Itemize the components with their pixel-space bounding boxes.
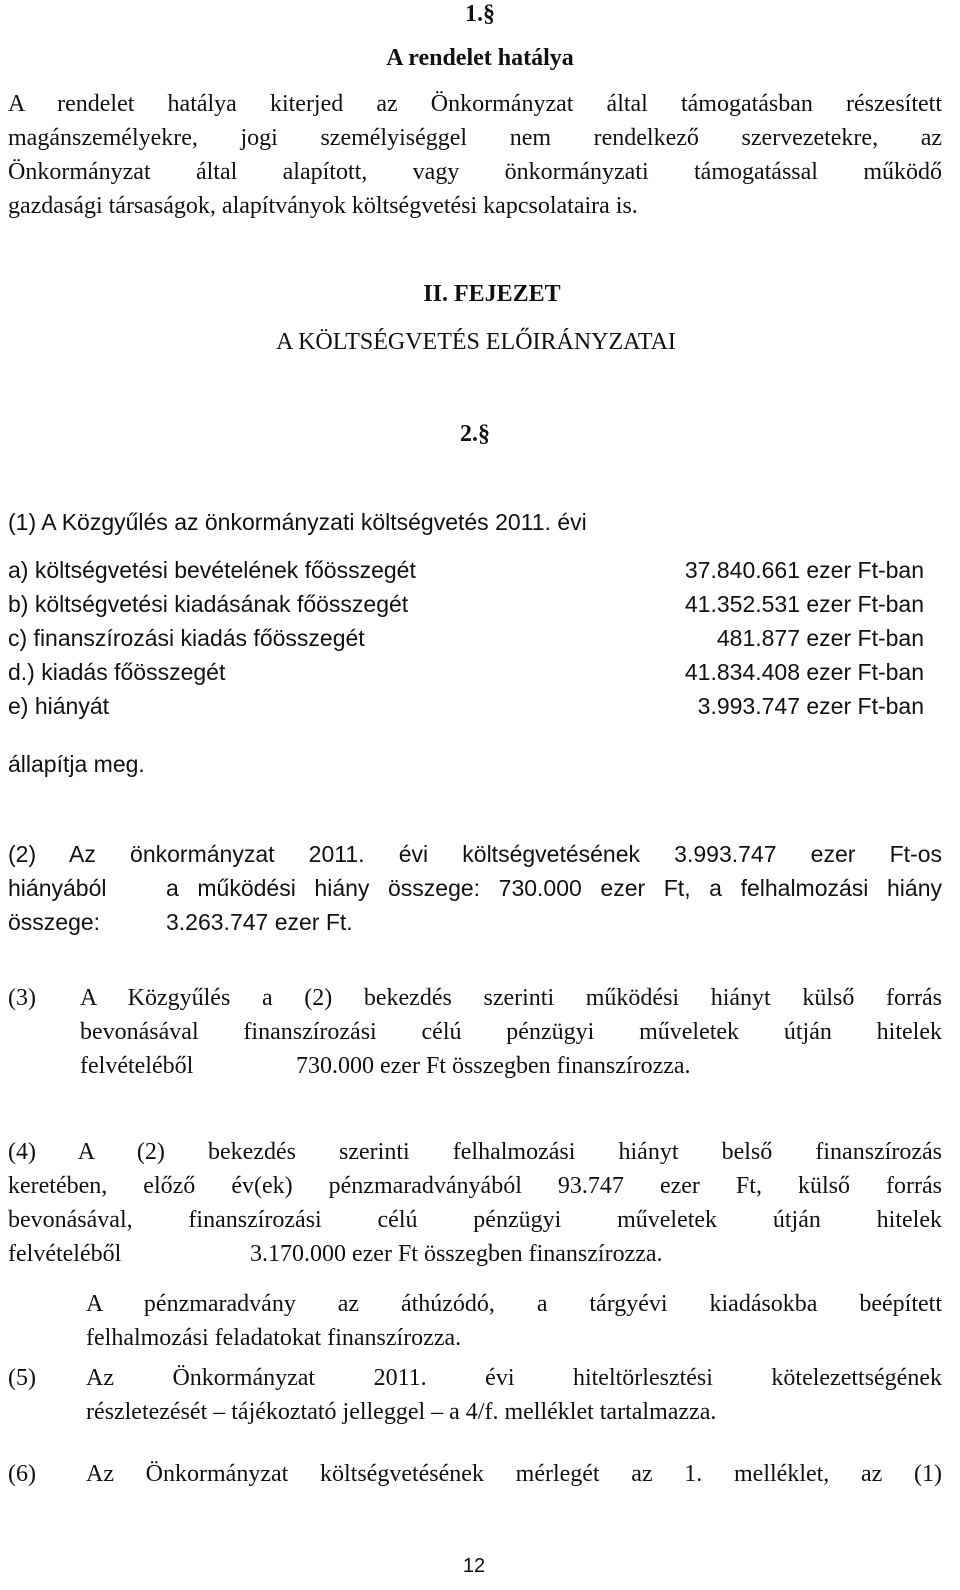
budget-item-label-b: b) költségvetési kiadásának főösszegét: [8, 591, 409, 617]
paragraph-5-line-1: Az Önkormányzat 2011. évi hiteltörlesztési kötelezettségének: [86, 1365, 942, 1391]
budget-closing: állapítja meg.: [8, 751, 145, 777]
paragraph-4-line-2: keretében, előző év(ek) pénzmaradványából 93.747 ezer Ft, külső forrás: [8, 1173, 942, 1199]
budget-item-label-e: e) hiányát: [8, 693, 110, 719]
chapter-title: A KÖLTSÉGVETÉS ELŐIRÁNYZATAI: [276, 329, 676, 355]
paragraph-3-line-2: bevonásával finanszírozási célú pénzügyi műveletek útján hitelek: [80, 1019, 942, 1045]
section-1-number: 1.§: [465, 1, 495, 27]
paragraph-2-line-1: (2) Az önkormányzat 2011. évi költségvetésének 3.993.747 ezer Ft-os: [8, 841, 942, 867]
section-2-intro: (1) A Közgyűlés az önkormányzati költségvetés 2011. évi: [8, 509, 587, 535]
paragraph-6-line-1: Az Önkormányzat költségvetésének mérlegét az 1. melléklet, az (1): [86, 1461, 942, 1487]
chapter-number: II. FEJEZET: [423, 281, 561, 307]
paragraph-5-line-2: részletezését – tájékoztató jelleggel – a 4/f. melléklet tartalmazza.: [86, 1399, 717, 1425]
paragraph-2-line-3a: összege:: [8, 909, 101, 935]
section-1-body-line-4: gazdasági társaságok, alapítványok költségvetési kapcsolataira is.: [8, 193, 638, 219]
budget-item-value-c: 481.877 ezer Ft-ban: [716, 625, 924, 651]
section-2-number: 2.§: [460, 421, 490, 447]
paragraph-2-line-2a: hiányából: [8, 875, 107, 901]
section-1-body-line-2: magánszemélyekre, jogi személyiséggel nem rendelkező szervezetekre, az: [8, 125, 942, 151]
budget-item-value-b: 41.352.531 ezer Ft-ban: [684, 591, 924, 617]
section-1-body-line-3: Önkormányzat által alapított, vagy önkormányzati támogatással működő: [8, 159, 942, 185]
budget-item-value-a: 37.840.661 ezer Ft-ban: [684, 557, 924, 583]
paragraph-4-line-3: bevonásával, finanszírozási célú pénzügyi műveletek útján hitelek: [8, 1207, 942, 1233]
budget-item-label-a: a) költségvetési bevételének főösszegét: [8, 557, 416, 583]
budget-item-value-e: 3.993.747 ezer Ft-ban: [697, 693, 924, 719]
paragraph-6-number: (6): [8, 1461, 36, 1487]
paragraph-5-number: (5): [8, 1365, 36, 1391]
paragraph-4-note-line-1: A pénzmaradvány az áthúzódó, a tárgyévi kiadásokba beépített: [86, 1291, 942, 1317]
paragraph-3-line-1: A Közgyűlés a (2) bekezdés szerinti működési hiányt külső forrás: [80, 985, 942, 1011]
paragraph-3-number: (3): [8, 985, 36, 1011]
section-1-title: A rendelet hatálya: [386, 45, 574, 71]
section-1-body-line-1: A rendelet hatálya kiterjed az Önkormányzat által támogatásban részesített: [8, 91, 942, 117]
budget-item-label-c: c) finanszírozási kiadás főösszegét: [8, 625, 365, 651]
paragraph-4-line-4b: 3.170.000 ezer Ft összegben finanszírozza.: [250, 1241, 663, 1267]
paragraph-2-line-2b: a működési hiány összege: 730.000 ezer Ft, a felhalmozási hiány: [166, 875, 942, 901]
paragraph-3-line-3b: 730.000 ezer Ft összegben finanszírozza.: [296, 1053, 691, 1079]
page-number: 12: [462, 1555, 486, 1577]
budget-item-value-d: 41.834.408 ezer Ft-ban: [684, 659, 924, 685]
paragraph-4-line-1: (4) A (2) bekezdés szerinti felhalmozási hiányt belső finanszírozás: [8, 1139, 942, 1165]
paragraph-2-line-3b: 3.263.747 ezer Ft.: [166, 909, 353, 935]
paragraph-4-line-4a: felvételéből: [8, 1241, 122, 1267]
budget-item-label-d: d.) kiadás főösszegét: [8, 659, 226, 685]
paragraph-4-note-line-2: felhalmozási feladatokat finanszírozza.: [86, 1325, 462, 1351]
paragraph-3-line-3a: felvételéből: [80, 1053, 194, 1079]
